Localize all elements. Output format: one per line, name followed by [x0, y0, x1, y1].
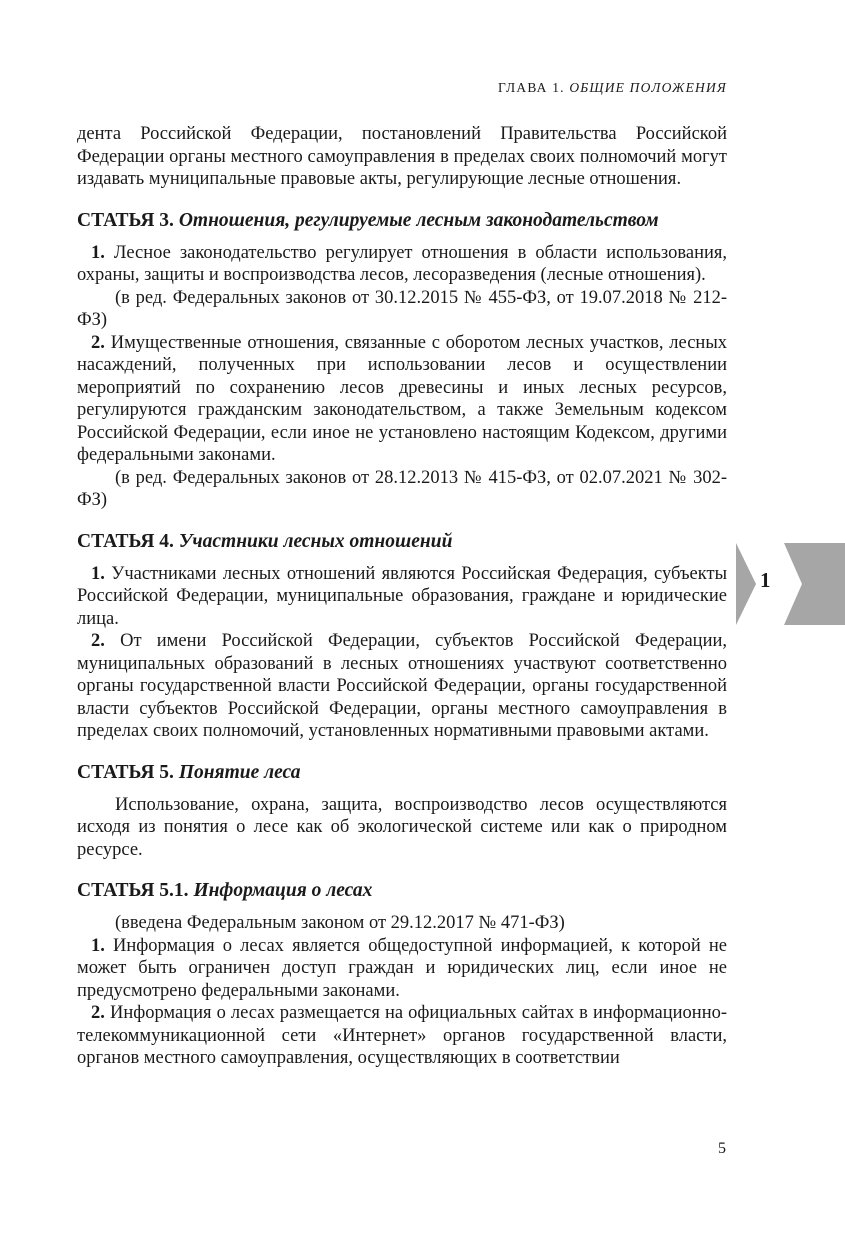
- chapter-title: ОБЩИЕ ПОЛОЖЕНИЯ: [569, 80, 727, 95]
- article-title: Участники лесных отношений: [178, 530, 453, 552]
- item-number: 1.: [91, 935, 105, 956]
- article-3-item-2-amendment: (в ред. Федеральных законов от 28.12.2013 № 415-ФЗ, от 02.07.2021 № 302-ФЗ): [77, 467, 727, 510]
- article-title: Понятие леса: [178, 761, 301, 783]
- article-label: СТАТЬЯ 5.: [77, 761, 174, 783]
- article-title: Информация о лесах: [193, 880, 373, 901]
- item-number: 2.: [91, 1003, 105, 1023]
- running-head: [498, 80, 727, 96]
- chapter-tab-number: 1: [760, 568, 771, 592]
- article-label: СТАТЬЯ 4.: [77, 530, 174, 552]
- article-3-item-1: [77, 242, 727, 287]
- article-3-heading: [77, 210, 727, 232]
- article-5-heading: [77, 762, 727, 784]
- item-text: От имени Российской Федерации, субъектов Российской Федерации, муниципальных образований в лесных отношениях участвуют соответственно органы государственной власти Российской Федерации, органы государственной власти субъектов Российской Федерации, органы местного самоуправления в пределах своих полномочий, установленных нормативными правовыми актами.: [77, 631, 728, 741]
- item-number: 2.: [91, 631, 105, 651]
- article-5-1-intro: (введена Федеральным законом от 29.12.2017 № 471-ФЗ): [115, 913, 565, 933]
- article-4-heading: [77, 531, 727, 553]
- item-number: 2.: [91, 332, 105, 353]
- article-3-item-1-amendment: (в ред. Федеральных законов от 30.12.2015 № 455-ФЗ, от 19.07.2018 № 212-ФЗ): [77, 287, 727, 330]
- item-text: Лесное законодательство регулирует отношения в области использования, охраны, защиты и воспроизводства лесов, лесоразведения (лесные отношения).: [77, 242, 727, 285]
- chapter-tab-block: [784, 543, 845, 625]
- item-text: Информация о лесах является общедоступной информацией, к которой не может быть ограничен доступ граждан и юридических лиц, если иное не предусмотрено федеральными законами.: [77, 935, 728, 1001]
- item-number: 1.: [91, 563, 105, 584]
- intro-paragraph: дента Российской Федерации, постановлений Правительства Российской Федерации органы местного самоуправления в пределах своих полномочий могут издавать муниципальные правовые акты, регулирующие лесные отношения.: [77, 124, 727, 189]
- article-label: СТАТЬЯ 3.: [77, 209, 174, 231]
- article-title: Отношения, регулируемые лесным законодательством: [178, 209, 659, 231]
- article-5-body: Использование, охрана, защита, воспроизводство лесов осуществляются исходя из понятия о лесе как об экологической системе или как о природном ресурсе.: [77, 794, 727, 860]
- article-label: СТАТЬЯ 5.1.: [77, 880, 189, 901]
- article-5-1-heading: [77, 880, 727, 902]
- item-text: Имущественные отношения, связанные с оборотом лесных участков, лесных насаждений, полученных при использовании лесов и осуществлении мероприятий по сохранению лесов древесины и иных лесных ресурсов, регулируются гражданским законодательством, а также Земельным кодексом Российской Федерации, если иное не установлено настоящим Кодексом, другими федеральными законами.: [77, 332, 727, 465]
- page-number: 5: [718, 1140, 726, 1157]
- article-5-1-item-1: [77, 935, 727, 1003]
- chapter-tab-marker: [736, 543, 845, 625]
- item-text: Информация о лесах размещается на официальных сайтах в информационно-телекоммуникационной сети «Интернет» органов государственной власти, органов местного самоуправления, осуществляющих в соответствии: [77, 1003, 728, 1068]
- article-4-item-1: [77, 563, 727, 631]
- item-text: Участниками лесных отношений являются Российская Федерация, субъекты Российской Федерации, муниципальные образования, граждане и юридические лица.: [77, 563, 727, 629]
- article-5-1-item-2: [77, 1002, 727, 1070]
- chapter-label: ГЛАВА 1.: [498, 80, 565, 95]
- article-3-item-2: [77, 332, 727, 467]
- article-4-item-2: [77, 630, 727, 743]
- item-number: 1.: [91, 242, 105, 263]
- page-body: [77, 123, 727, 1070]
- chapter-tab-shape: [736, 543, 756, 625]
